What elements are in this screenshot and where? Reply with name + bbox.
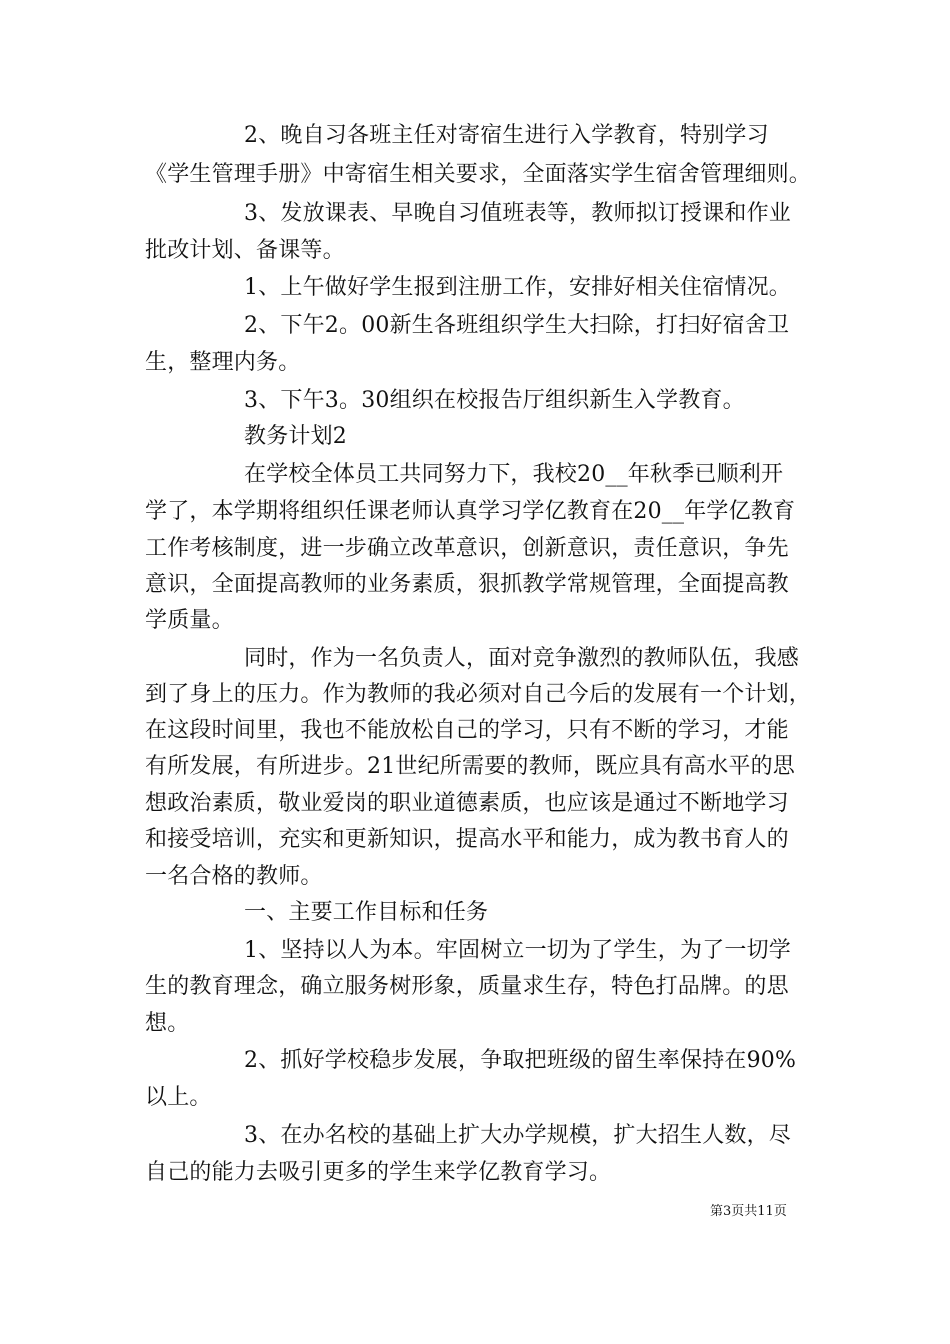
text-line: 自己的能力去吸引更多的学生来学亿教育学习。 [145, 1160, 612, 1185]
section-heading: 一、主要工作目标和任务 [244, 900, 489, 925]
text-line: 工作考核制度，进一步确立改革意识，创新意识，责任意识，争先 [145, 536, 789, 561]
text-line: 《学生管理手册》中寄宿生相关要求，全面落实学生宿舍管理细则。 [145, 162, 812, 187]
text-line: 1、坚持以人为本。牢固树立一切为了学生，为了一切学 [244, 938, 791, 963]
text-line: 想。 [145, 1011, 190, 1036]
text-line: 和接受培训，充实和更新知识，提高水平和能力，成为教书育人的 [145, 827, 789, 852]
text-line: 一名合格的教师。 [145, 864, 323, 889]
text-line: 生的教育理念，确立服务树形象，质量求生存，特色打品牌。的思 [145, 974, 789, 999]
text-line: 3、下午3。30组织在校报告厅组织新生入学教育。 [244, 388, 745, 413]
text-line: 到了身上的压力。作为教师的我必须对自己今后的发展有一个计划， [145, 682, 812, 707]
text-line: 意识，全面提高教师的业务素质，狠抓教学常规管理，全面提高教 [145, 572, 789, 597]
text-line: 2、抓好学校稳步发展，争取把班级的留生率保持在90% [244, 1048, 797, 1073]
text-line: 在学校全体员工共同努力下，我校20__年秋季已顺利开 [244, 462, 784, 487]
text-line: 2、晚自习各班主任对寄宿生进行入学教育，特别学习 [244, 123, 769, 148]
text-line: 3、发放课表、早晚自习值班表等，教师拟订授课和作业 [244, 201, 791, 226]
text-line: 在这段时间里，我也不能放松自己的学习，只有不断的学习，才能 [145, 718, 789, 743]
text-line: 有所发展，有所进步。21世纪所需要的教师，既应具有高水平的思 [145, 754, 795, 779]
text-line: 以上。 [145, 1085, 212, 1110]
text-line: 想政治素质，敬业爱岗的职业道德素质，也应该是通过不断地学习 [145, 791, 789, 816]
text-line: 学了，本学期将组织任课老师认真学习学亿教育在20__年学亿教育 [145, 499, 796, 524]
page-number-footer: 第3页共11页 [710, 1204, 787, 1219]
text-line: 生，整理内务。 [145, 350, 301, 375]
text-line: 2、下午2。00新生各班组织学生大扫除，打扫好宿舍卫 [244, 313, 790, 338]
text-line: 批改计划、备课等。 [145, 238, 345, 263]
text-line: 学质量。 [145, 608, 234, 633]
text-line: 同时，作为一名负责人，面对竞争激烈的教师队伍，我感 [244, 646, 800, 671]
text-line: 1、上午做好学生报到注册工作，安排好相关住宿情况。 [244, 275, 791, 300]
text-line: 3、在办名校的基础上扩大办学规模，扩大招生人数，尽 [244, 1123, 791, 1148]
section-title: 教务计划2 [244, 424, 347, 449]
